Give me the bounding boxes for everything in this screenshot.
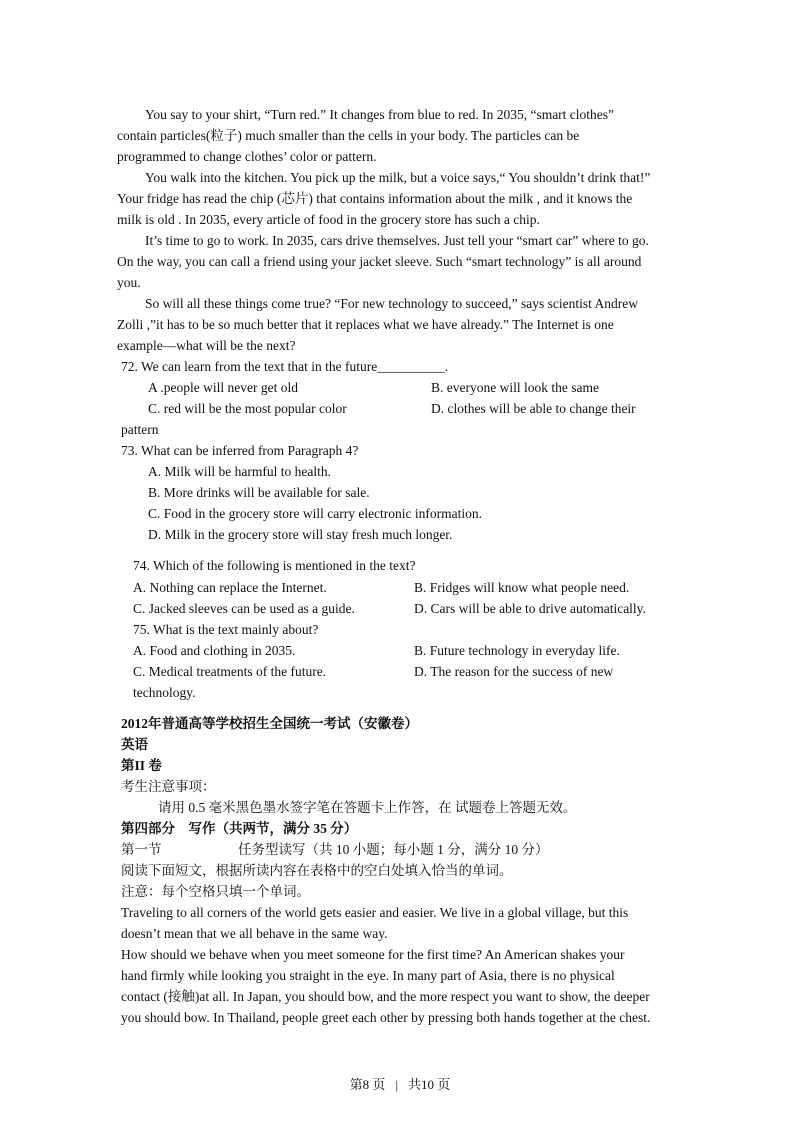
question-72-stem: 72. We can learn from the text that in the future__________.	[121, 359, 449, 374]
passage-p2-line1: You walk into the kitchen. You pick up the milk, but a voice says,“ You shouldn’t drink that!”	[145, 170, 651, 185]
question-74-option-d: D. Cars will be able to drive automatically.	[414, 601, 646, 616]
passage-p3-line3: you.	[117, 275, 141, 290]
passage-p1-line2: contain particles(粒子) much smaller than the cells in your body. The particles can be	[117, 128, 580, 143]
question-74-stem: 74. Which of the following is mentioned in the text?	[133, 558, 416, 573]
passage2-line3: How should we behave when you meet someone for the first time? An American shakes your	[121, 947, 625, 962]
passage-p4-line1: So will all these things come true? “For new technology to succeed,” says scientist Andrew	[145, 296, 639, 311]
exam-title: 2012年普通高等学校招生全国统一考试（安徽卷）	[121, 716, 418, 731]
question-75-stem: 75. What is the text mainly about?	[133, 622, 319, 637]
notice-body: 请用 0.5 毫米黑色墨水签字笔在答题卡上作答，在 试题卷上答题无效。	[158, 800, 577, 815]
blank-note: 注意：每个空格只填一个单词。	[121, 884, 310, 899]
reading-instruction: 阅读下面短文，根据所读内容在表格中的空白处填入恰当的单词。	[121, 863, 513, 878]
question-73-option-d: D. Milk in the grocery store will stay fresh much longer.	[148, 527, 453, 542]
question-75-option-d-cont: technology.	[133, 685, 196, 700]
passage-p4-line2: Zolli ,”it has to be so much better that it replaces what we have already.” The Internet is one	[117, 317, 614, 332]
passage-p1-line1: You say to your shirt, “Turn red.” It changes from blue to red. In 2035, “smart clothes”	[145, 107, 615, 122]
passage2-line6: you should bow. In Thailand, people greet each other by pressing both hands together at the chest.	[121, 1010, 651, 1025]
question-72-option-d-cont: pattern	[121, 422, 159, 437]
notice-heading: 考生注意事项：	[121, 779, 216, 794]
question-74-option-c: C. Jacked sleeves can be used as a guide.	[133, 601, 355, 616]
question-73-option-b: B. More drinks will be available for sale.	[148, 485, 370, 500]
question-73-option-a: A. Milk will be harmful to health.	[148, 464, 331, 479]
passage-p3-line1: It’s time to go to work. In 2035, cars drive themselves. Just tell your “smart car” where to go.	[145, 233, 649, 248]
question-75-option-a: A. Food and clothing in 2035.	[133, 643, 296, 658]
question-72-option-c: C. red will be the most popular color	[148, 401, 347, 416]
page-total: 共10 页	[408, 1077, 451, 1092]
question-72-option-b: B. everyone will look the same	[431, 380, 599, 395]
question-74-option-a: A. Nothing can replace the Internet.	[133, 580, 327, 595]
passage2-line2: doesn’t mean that we all behave in the same way.	[121, 926, 388, 941]
section-one-label: 第一节	[121, 842, 162, 857]
section-one-description: 任务型读写（共 10 小题；每小题 1 分，满分 10 分）	[238, 842, 549, 857]
footer-separator: |	[395, 1077, 399, 1092]
question-72-option-a: A .people will never get old	[148, 380, 298, 395]
passage-p1-line3: programmed to change clothes’ color or pattern.	[117, 149, 377, 164]
passage-p2-line3: milk is old . In 2035, every article of food in the grocery store has such a chip.	[117, 212, 540, 227]
passage-p2-line2: Your fridge has read the chip (芯片) that contains information about the milk , and it knows the	[117, 191, 633, 206]
passage-p4-line3: example—what will be the next?	[117, 338, 296, 353]
passage2-line1: Traveling to all corners of the world gets easier and easier. We live in a global village, but this	[121, 905, 629, 920]
passage-p3-line2: On the way, you can call a friend using your jacket sleeve. Such “smart technology” is all around	[117, 254, 642, 269]
question-72-option-d: D. clothes will be able to change their	[431, 401, 636, 416]
page-footer	[0, 1076, 800, 1094]
part-four-heading: 第四部分 写作（共两节，满分 35 分）	[121, 821, 358, 836]
exam-volume: 第II 卷	[121, 758, 162, 773]
question-75-option-d: D. The reason for the success of new	[414, 664, 614, 679]
question-73-stem: 73. What can be inferred from Paragraph 4?	[121, 443, 359, 458]
question-75-option-b: B. Future technology in everyday life.	[414, 643, 620, 658]
passage2-line4: hand firmly while looking you straight in the eye. In many part of Asia, there is no physical	[121, 968, 615, 983]
question-75-option-c: C. Medical treatments of the future.	[133, 664, 327, 679]
passage2-line5: contact (接触)at all. In Japan, you should bow, and the more respect you want to show, the deeper	[121, 989, 650, 1004]
question-74-option-b: B. Fridges will know what people need.	[414, 580, 630, 595]
page-number: 第8 页	[349, 1077, 386, 1092]
question-73-option-c: C. Food in the grocery store will carry electronic information.	[148, 506, 483, 521]
exam-subject: 英语	[121, 737, 148, 752]
